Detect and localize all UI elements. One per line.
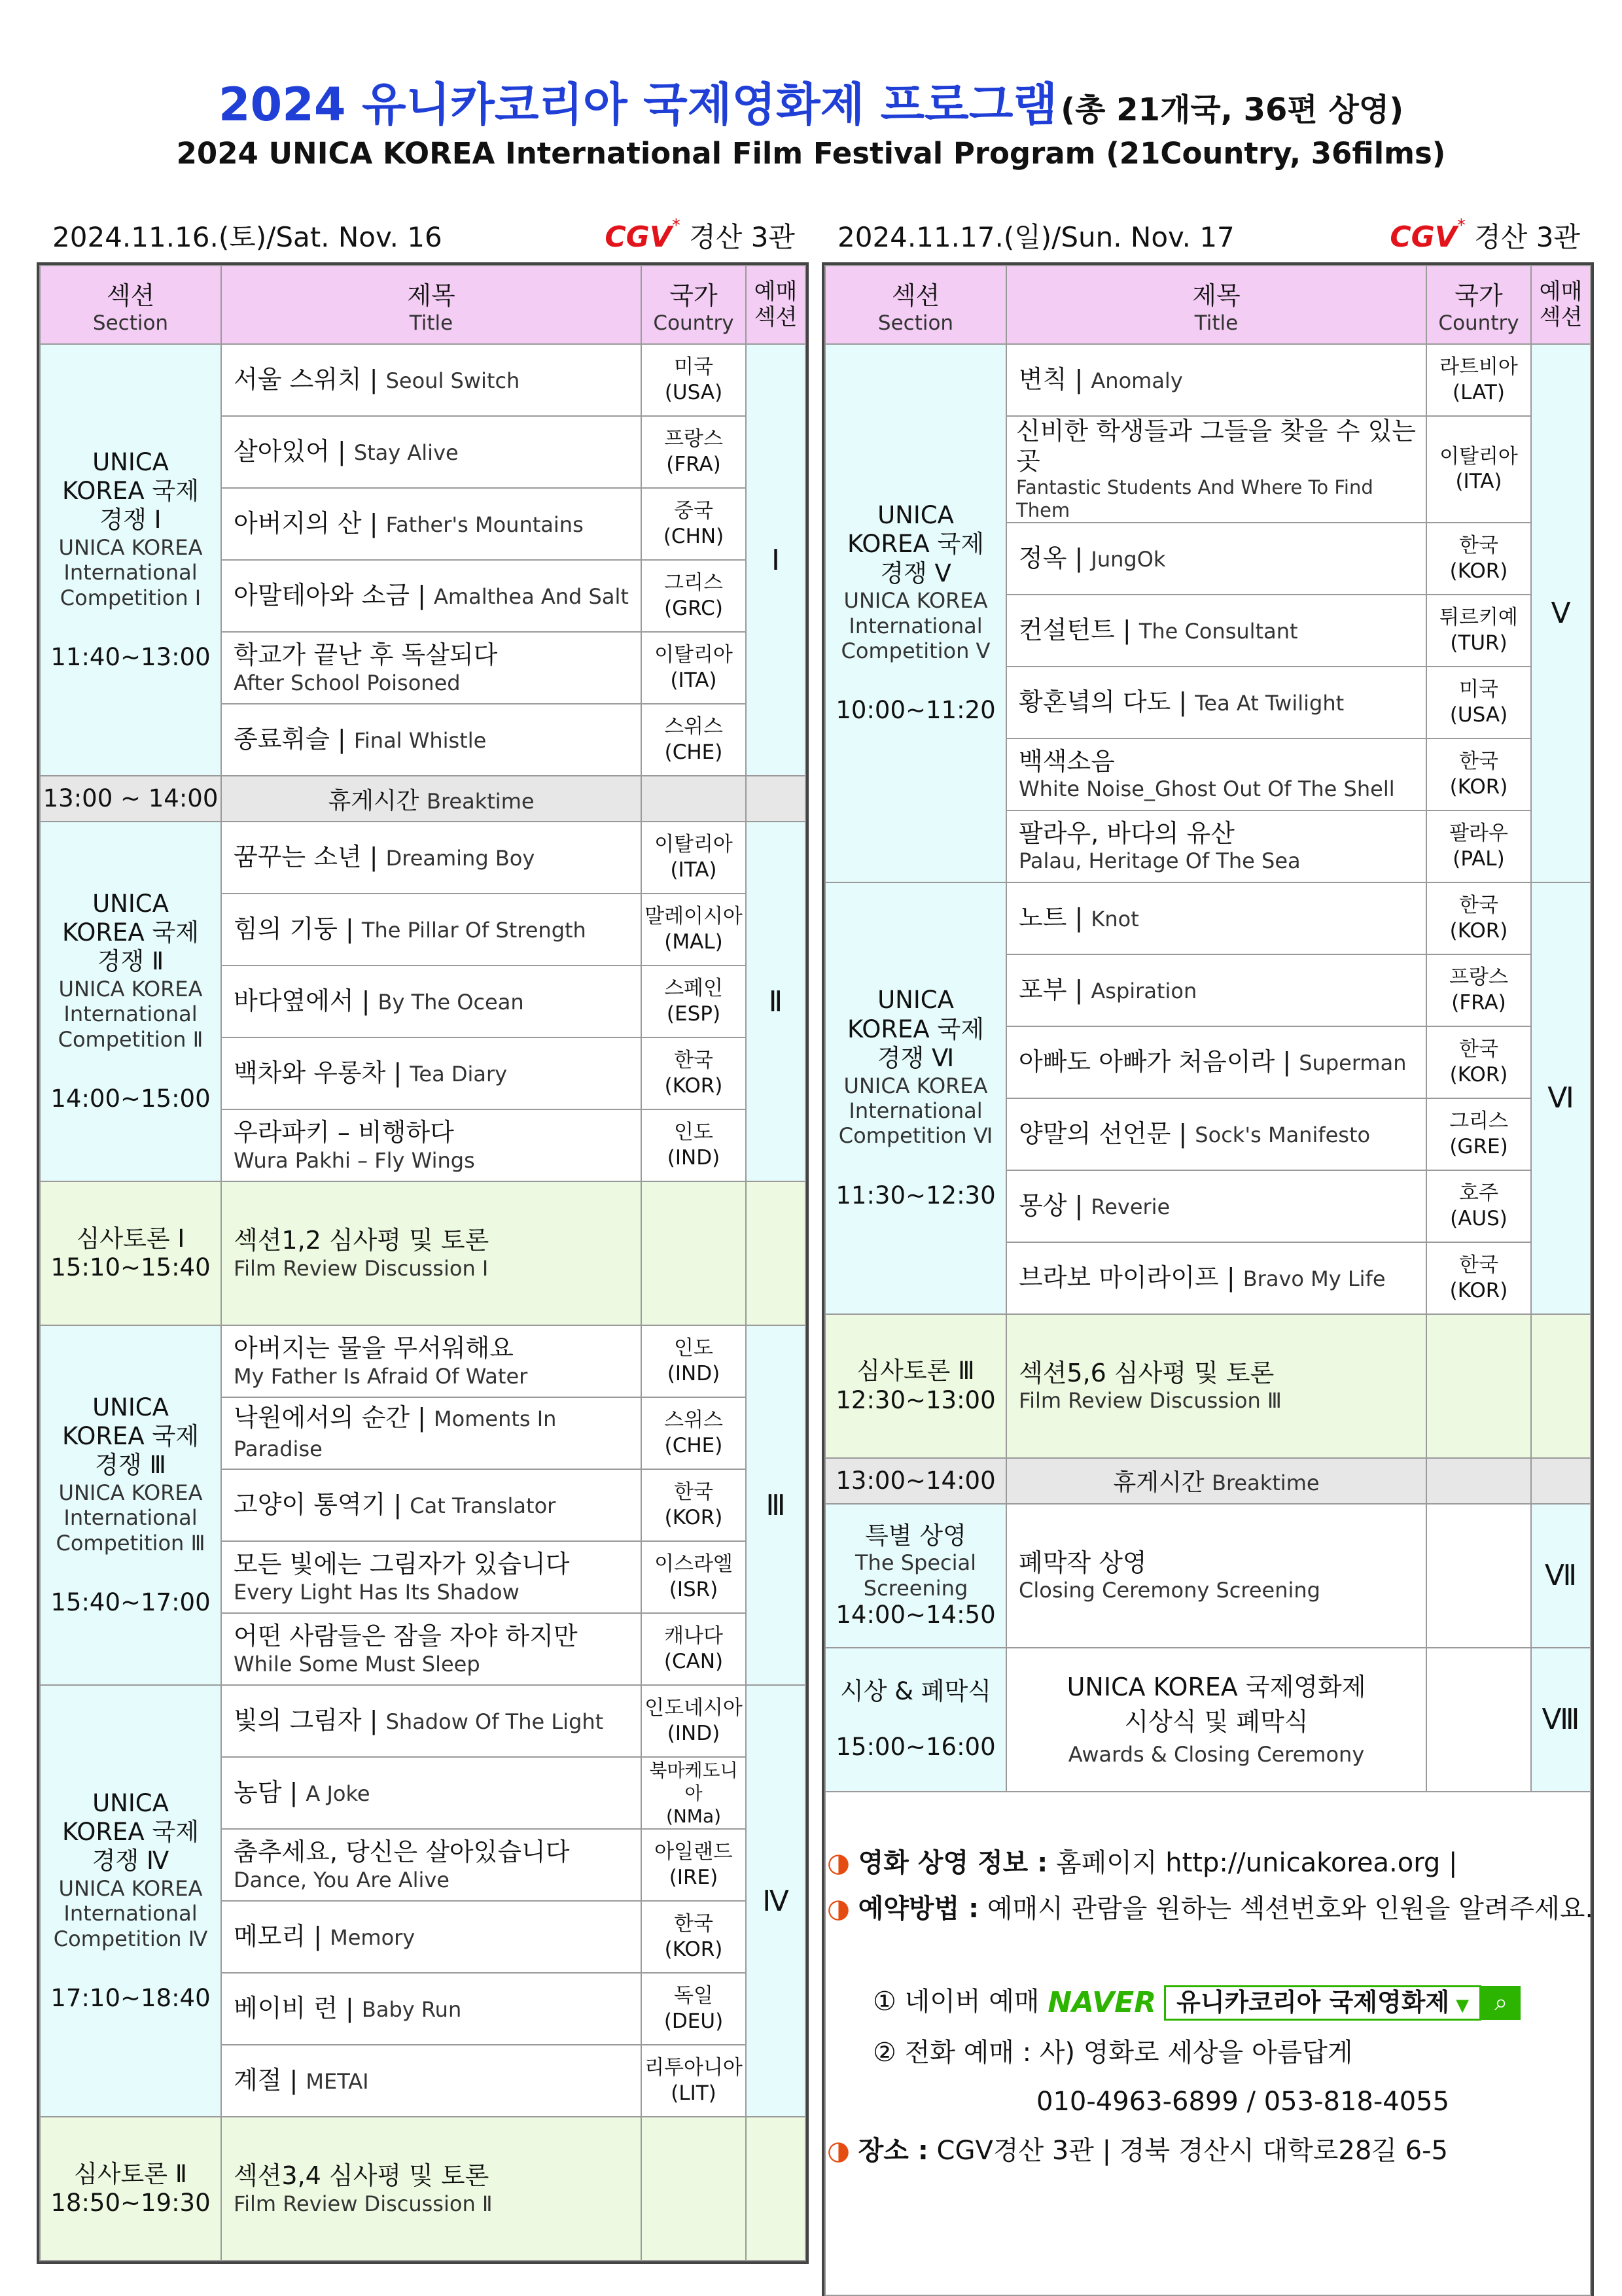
table-header — [825, 266, 1591, 344]
table-row — [40, 344, 805, 416]
film-title: 서울 스위치 | Seoul Switch — [221, 344, 641, 416]
half-circle-icon: ◑ — [827, 2136, 850, 2166]
reserve-section-code: Ⅷ — [1531, 1648, 1591, 1792]
title-subtitle: (총 21개국, 36편 상영) — [1061, 92, 1404, 128]
film-country: 아일랜드 (IRE) — [641, 1829, 746, 1901]
film-country: 그리스 (GRC) — [641, 560, 746, 632]
film-title: 고양이 통역기 | Cat Translator — [221, 1469, 641, 1541]
section-cell: UNICA KOREA 국제경쟁 Ⅲ UNICA KOREA International Competition Ⅲ 15:40~17:00 — [40, 1325, 221, 1685]
film-country: 그리스 (GRE) — [1426, 1098, 1531, 1170]
section-cell: 심사토론 Ⅲ 12:30~13:00 — [825, 1314, 1006, 1458]
header-country: 국가 Country — [1426, 266, 1531, 344]
cgv-star-icon: * — [1456, 216, 1466, 235]
film-title: 아버지의 산 | Father's Mountains — [221, 488, 641, 560]
header-country: 국가 Country — [641, 266, 746, 344]
film-title: 힘의 기둥 | The Pillar Of Strength — [221, 894, 641, 965]
discussion-title: 섹션3,4 심사평 및 토론 Film Review Discussion Ⅱ — [221, 2117, 641, 2261]
film-country: 인도 (IND) — [641, 1325, 746, 1397]
film-country: 한국 (KOR) — [1426, 523, 1531, 595]
film-title: 바다옆에서 | By The Ocean — [221, 965, 641, 1037]
section-cell: 시상 & 폐막식 15:00~16:00 — [825, 1648, 1006, 1792]
reserve-section-code: Ⅴ — [1531, 344, 1591, 882]
day2-date: 2024.11.17.(일)/Sun. Nov. 17 — [837, 221, 1235, 253]
header-section: 섹션 Section — [40, 266, 221, 344]
film-country: 프랑스 (FRA) — [1426, 954, 1531, 1026]
naver-reservation: ① 네이버 예매 NAVER 유니카코리아 국제영화제 ▼ ⌕ — [873, 1985, 1521, 2021]
film-country: 중국 (CHN) — [641, 488, 746, 560]
film-country: 인도네시아 (IND) — [641, 1685, 746, 1757]
naver-logo: NAVER — [1048, 1985, 1157, 2019]
table-row — [40, 1325, 805, 1397]
dropdown-arrow-icon: ▼ — [1456, 1996, 1470, 2015]
section-cell: UNICA KOREA 국제경쟁 Ⅰ UNICA KOREA International Competition Ⅰ 11:40~13:00 — [40, 344, 221, 776]
film-country: 한국 (KOR) — [1426, 739, 1531, 810]
film-title: 메모리 | Memory — [221, 1901, 641, 1973]
film-country: 한국 (KOR) — [1426, 1026, 1531, 1098]
section-cell: UNICA KOREA 국제경쟁 Ⅴ UNICA KOREA International Competition Ⅴ 10:00~11:20 — [825, 344, 1006, 882]
film-title: 계절 | METAI — [221, 2045, 641, 2117]
film-title: 아빠도 아빠가 처음이라 | Superman — [1006, 1026, 1426, 1098]
film-title: 몽상 | Reverie — [1006, 1170, 1426, 1242]
day1-schedule-table — [39, 265, 806, 2261]
table-header — [40, 266, 805, 344]
special-title: 폐막작 상영 Closing Ceremony Screening — [1006, 1504, 1426, 1648]
venue-info: ◑ 장소 : CGV경산 3관 | 경북 경산시 대학로28길 6-5 — [827, 2136, 1448, 2166]
reserve-info: ◑ 예약방법 : 예매시 관람을 원하는 섹션번호와 인원을 알려주세요. — [827, 1894, 1594, 1924]
film-title: 브라보 마이라이프 | Bravo My Life — [1006, 1242, 1426, 1314]
film-title: 우라파키 – 비행하다 Wura Pakhi – Fly Wings — [221, 1109, 641, 1181]
film-country: 이탈리아 (ITA) — [641, 822, 746, 894]
film-title: 황혼녘의 다도 | Tea At Twilight — [1006, 667, 1426, 739]
discussion-row — [40, 1181, 805, 1325]
discussion-title: 섹션5,6 심사평 및 토론 Film Review Discussion Ⅲ — [1006, 1314, 1426, 1458]
film-title: 아버지는 물을 무서워해요 My Father Is Afraid Of Water — [221, 1325, 641, 1397]
table-row — [825, 344, 1591, 416]
film-title: 꿈꾸는 소년 | Dreaming Boy — [221, 822, 641, 894]
film-country: 리투아니아 (LIT) — [641, 2045, 746, 2117]
cgv-logo: CGV — [1390, 220, 1457, 254]
film-title: 어떤 사람들은 잠을 자야 하지만 While Some Must Sleep — [221, 1613, 641, 1685]
awards-title: UNICA KOREA 국제영화제 시상식 및 폐막식 Awards & Closing Ceremony — [1006, 1648, 1426, 1792]
film-country: 독일 (DEU) — [641, 1973, 746, 2045]
film-country: 스위스 (CHE) — [641, 1397, 746, 1469]
page-title — [0, 68, 1622, 134]
film-country: 한국 (KOR) — [641, 1901, 746, 1973]
breaktime-row — [825, 1458, 1591, 1504]
cgv-logo: CGV — [605, 220, 672, 254]
reserve-section-code: Ⅰ — [746, 344, 805, 776]
break-time: 13:00~14:00 — [825, 1458, 1006, 1504]
film-title: 컨설턴트 | The Consultant — [1006, 595, 1426, 667]
breaktime-row — [40, 776, 805, 822]
title-korean: 2024 유니카코리아 국제영화제 프로그램 — [218, 78, 1058, 131]
film-title: 종료휘슬 | Final Whistle — [221, 704, 641, 776]
table-row — [40, 822, 805, 894]
film-title: 살아있어 | Stay Alive — [221, 416, 641, 488]
film-country: 인도 (IND) — [641, 1109, 746, 1181]
film-country: 스위스 (CHE) — [641, 704, 746, 776]
film-country: 팔라우 (PAL) — [1426, 810, 1531, 882]
cgv-star-icon: * — [671, 216, 680, 235]
reserve-section-code: Ⅳ — [746, 1685, 805, 2117]
reserve-section-code: Ⅵ — [1531, 882, 1591, 1314]
reserve-section-code: Ⅱ — [746, 822, 805, 1181]
film-title: 포부 | Aspiration — [1006, 954, 1426, 1026]
break-label: 휴게시간 Breaktime — [221, 776, 641, 822]
special-screening-row — [825, 1504, 1591, 1648]
section-cell: UNICA KOREA 국제경쟁 Ⅱ UNICA KOREA International Competition Ⅱ 14:00~15:00 — [40, 822, 221, 1181]
break-label: 휴게시간 Breaktime — [1006, 1458, 1426, 1504]
screening-info: ◑ 영화 상영 정보 : 홈페이지 http://unicakorea.org | — [827, 1848, 1458, 1878]
discussion-title: 섹션1,2 심사평 및 토론 Film Review Discussion Ⅰ — [221, 1181, 641, 1325]
discussion-row — [825, 1314, 1591, 1458]
search-icon[interactable]: ⌕ — [1481, 1986, 1521, 2020]
film-title: 빛의 그림자 | Shadow Of The Light — [221, 1685, 641, 1757]
section-cell: UNICA KOREA 국제경쟁 Ⅳ UNICA KOREA International Competition Ⅳ 17:10~18:40 — [40, 1685, 221, 2117]
film-country: 한국 (KOR) — [641, 1037, 746, 1109]
film-title: 아말테아와 소금 | Amalthea And Salt — [221, 560, 641, 632]
title-english: 2024 UNICA KOREA International Film Festival Program (21Country, 36films) — [176, 136, 1446, 171]
awards-row — [825, 1648, 1591, 1792]
table-row — [40, 1685, 805, 1757]
film-title: 노트 | Knot — [1006, 882, 1426, 954]
day1-venue — [605, 216, 795, 255]
header-reserve: 예매 섹션 — [1531, 266, 1591, 344]
film-title: 정옥 | JungOk — [1006, 523, 1426, 595]
header-section: 섹션 Section — [825, 266, 1006, 344]
film-country: 미국 (USA) — [641, 344, 746, 416]
section-cell: 특별 상영 The Special Screening 14:00~14:50 — [825, 1504, 1006, 1648]
film-country: 미국 (USA) — [1426, 667, 1531, 739]
header-reserve: 예매 섹션 — [746, 266, 805, 344]
reserve-section-code: Ⅶ — [1531, 1504, 1591, 1648]
reserve-section-code: Ⅲ — [746, 1325, 805, 1685]
film-title: 신비한 학생들과 그들을 찾을 수 있는 곳 Fantastic Students And Where To Find Them — [1006, 416, 1426, 523]
day2-venue — [1390, 216, 1580, 255]
day1-header — [39, 216, 802, 252]
phone-reservation: ② 전화 예매 : 사) 영화로 세상을 아름답게 — [873, 2038, 1353, 2068]
film-country: 북마케도니아 (NMa) — [641, 1757, 746, 1829]
film-title: 팔라우, 바다의 유산 Palau, Heritage Of The Sea — [1006, 810, 1426, 882]
day2-header — [824, 216, 1587, 252]
film-title: 낙원에서의 순간 | Moments In Paradise — [221, 1397, 641, 1469]
film-title: 백색소음 White Noise_Ghost Out Of The Shell — [1006, 739, 1426, 810]
naver-search-box[interactable]: 유니카코리아 국제영화제 ▼ — [1164, 1985, 1481, 2021]
film-title: 농담 | A Joke — [221, 1757, 641, 1829]
film-country: 프랑스 (FRA) — [641, 416, 746, 488]
film-country: 말레이시아 (MAL) — [641, 894, 746, 965]
day2-venue-name: 경산 3관 — [1474, 221, 1580, 253]
film-country: 스페인 (ESP) — [641, 965, 746, 1037]
phone-numbers: 010-4963-6899 / 053-818-4055 — [1036, 2087, 1450, 2117]
film-country: 이탈리아 (ITA) — [641, 632, 746, 704]
film-title: 양말의 선언문 | Sock's Manifesto — [1006, 1098, 1426, 1170]
film-country: 한국 (KOR) — [641, 1469, 746, 1541]
half-circle-icon: ◑ — [827, 1894, 850, 1924]
film-title: 베이비 런 | Baby Run — [221, 1973, 641, 2045]
table-row — [825, 882, 1591, 954]
film-country: 이탈리아 (ITA) — [1426, 416, 1531, 523]
film-title: 학교가 끝난 후 독살되다 After School Poisoned — [221, 632, 641, 704]
break-time: 13:00 ~ 14:00 — [40, 776, 221, 822]
film-title: 춤추세요, 당신은 살아있습니다 Dance, You Are Alive — [221, 1829, 641, 1901]
film-country: 호주 (AUS) — [1426, 1170, 1531, 1242]
film-country: 캐나다 (CAN) — [641, 1613, 746, 1685]
film-country: 튀르키예 (TUR) — [1426, 595, 1531, 667]
half-circle-icon: ◑ — [827, 1848, 850, 1878]
film-country: 한국 (KOR) — [1426, 882, 1531, 954]
film-title: 모든 빛에는 그림자가 있습니다 Every Light Has Its Shadow — [221, 1541, 641, 1613]
day1-venue-name: 경산 3관 — [689, 221, 795, 253]
header-title: 제목 Title — [221, 266, 641, 344]
homepage-link[interactable]: 홈페이지 http://unicakorea.org | — [1055, 1848, 1458, 1878]
film-country: 한국 (KOR) — [1426, 1242, 1531, 1314]
section-cell: UNICA KOREA 국제경쟁 Ⅵ UNICA KOREA International Competition Ⅵ 11:30~12:30 — [825, 882, 1006, 1314]
header-title: 제목 Title — [1006, 266, 1426, 344]
film-title: 백차와 우롱차 | Tea Diary — [221, 1037, 641, 1109]
discussion-row — [40, 2117, 805, 2261]
film-country: 라트비아 (LAT) — [1426, 344, 1531, 416]
section-cell: 심사토론 Ⅰ 15:10~15:40 — [40, 1181, 221, 1325]
film-country: 이스라엘 (ISR) — [641, 1541, 746, 1613]
section-cell: 심사토론 Ⅱ 18:50~19:30 — [40, 2117, 221, 2261]
day1-date: 2024.11.16.(토)/Sat. Nov. 16 — [52, 221, 442, 253]
film-title: 변칙 | Anomaly — [1006, 344, 1426, 416]
